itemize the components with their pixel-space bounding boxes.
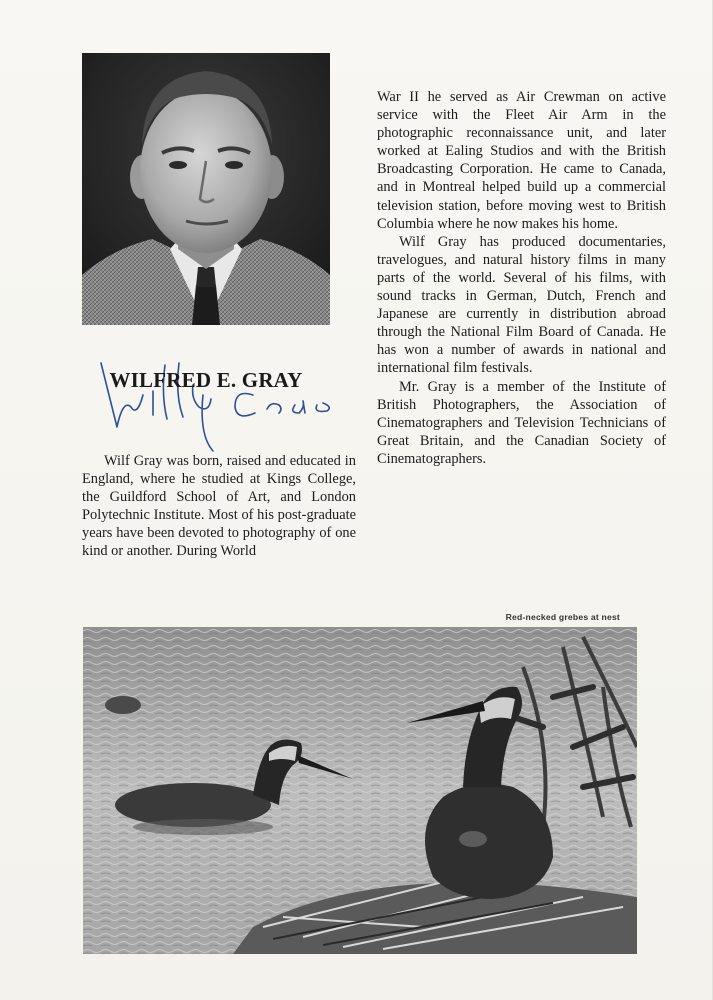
bio-left-column [82,452,356,561]
bio-paragraph: War II he served as Air Crewman on active service with the Fleet Air Arm in the photographic reconnaissance unit, and later worked at Ealing Studios and with the British Broadcasting Corporation. He came to Canada, and in Montreal helped build up a commercial television station, before moving west to British Columbia where he now makes his home. [377,89,666,232]
bio-paragraph: Wilf Gray was born, raised and educated in England, where he studied at Kings College, the Guildford School of Art, and London Polytechnic Institute. Most of his post-graduate years have been devoted to photography of one kind or another. During World [82,453,356,560]
bio-right-column [377,88,666,468]
grebes-photo [83,627,637,954]
portrait-photo [82,53,330,325]
subject-name: WILFRED E. GRAY [109,368,303,392]
photo-caption: Red-necked grebes at nest [505,612,620,622]
bio-paragraph: Mr. Gray is a member of the Institute of British Photographers, the Association of Cinematographers and Television Technicians of Great Britain, and the Canadian Society of Cinematographers. [377,378,666,467]
bio-paragraph: Wilf Gray has produced documentaries, travelogues, and natural history films in many parts of the world. Several of his films, with sound tracks in German, Dutch, French and Japanese are currently in distribution abroad through the National Film Board of Canada. He has won a number of awards in national and international film festivals. [377,233,666,377]
